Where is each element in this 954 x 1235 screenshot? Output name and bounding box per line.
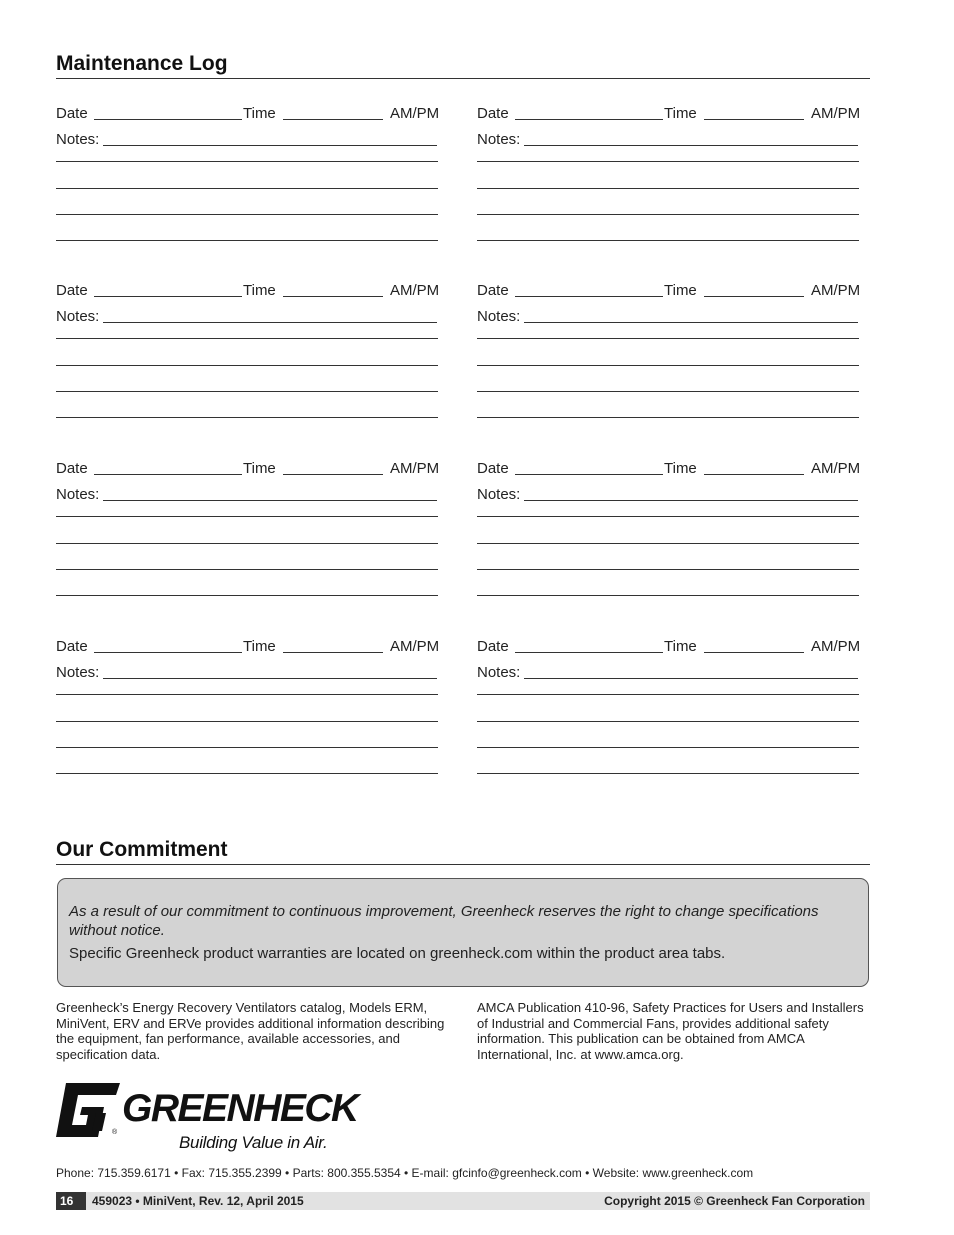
notes-line[interactable] [56, 721, 438, 722]
date-label: Date [477, 460, 509, 477]
notes-label: Notes: [56, 131, 100, 148]
greenheck-logo [56, 1083, 358, 1155]
date-label: Date [477, 105, 509, 122]
catalog-reference-text: Greenheck’s Energy Recovery Ventilators catalog, Models ERM, MiniVent, ERV and ERVe provides additional information describing the equipment, fan performance, available accessories, and specification data. [56, 1000, 445, 1062]
notes-label: Notes: [477, 308, 521, 325]
notes-line[interactable] [477, 365, 859, 366]
notes-field[interactable] [524, 322, 858, 323]
notes-field[interactable] [524, 145, 858, 146]
notes-label: Notes: [477, 664, 521, 681]
maintenance-log-title: Maintenance Log [56, 52, 870, 79]
notes-field[interactable] [524, 678, 858, 679]
notes-line[interactable] [477, 721, 859, 722]
log-entry-6 [477, 459, 865, 619]
date-field[interactable] [515, 474, 663, 475]
notes-line[interactable] [56, 773, 438, 774]
ampm-label: AM/PM [390, 638, 440, 655]
notes-line[interactable] [56, 188, 438, 189]
time-label: Time [664, 105, 697, 122]
notes-line[interactable] [477, 747, 859, 748]
date-field[interactable] [94, 652, 242, 653]
notes-line[interactable] [477, 569, 859, 570]
log-entry-2 [477, 104, 865, 264]
notes-line[interactable] [56, 417, 438, 418]
notes-label: Notes: [477, 131, 521, 148]
document-id: 459023 • MiniVent, Rev. 12, April 2015 [92, 1194, 304, 1208]
date-field[interactable] [515, 652, 663, 653]
log-entry-1 [56, 104, 444, 264]
notes-line[interactable] [477, 214, 859, 215]
notes-line[interactable] [56, 569, 438, 570]
notes-line[interactable] [56, 543, 438, 544]
ampm-label: AM/PM [390, 105, 440, 122]
date-field[interactable] [94, 474, 242, 475]
time-label: Time [243, 460, 276, 477]
notes-line[interactable] [56, 694, 438, 695]
notes-line[interactable] [56, 595, 438, 596]
time-label: Time [664, 460, 697, 477]
commitment-title: Our Commitment [56, 838, 870, 865]
notes-field[interactable] [103, 500, 437, 501]
greenheck-logo-mark-icon [56, 1083, 120, 1137]
warranty-text: Specific Greenheck product warranties are located on greenheck.com within the product area tabs. [69, 945, 726, 962]
notes-field[interactable] [103, 322, 437, 323]
notes-line[interactable] [56, 516, 438, 517]
time-field[interactable] [704, 296, 804, 297]
log-entry-8 [477, 637, 865, 797]
logo-tagline: Building Value in Air. [179, 1133, 328, 1152]
notes-line[interactable] [56, 747, 438, 748]
notes-line[interactable] [477, 773, 859, 774]
date-label: Date [56, 105, 88, 122]
time-field[interactable] [704, 652, 804, 653]
log-entry-4 [477, 281, 865, 441]
date-label: Date [56, 460, 88, 477]
time-field[interactable] [283, 119, 383, 120]
notes-line[interactable] [56, 365, 438, 366]
date-field[interactable] [515, 296, 663, 297]
notes-label: Notes: [477, 486, 521, 503]
date-field[interactable] [94, 296, 242, 297]
notes-label: Notes: [56, 664, 100, 681]
date-label: Date [56, 282, 88, 299]
time-field[interactable] [704, 119, 804, 120]
ampm-label: AM/PM [811, 105, 861, 122]
notes-line[interactable] [477, 543, 859, 544]
notes-label: Notes: [56, 308, 100, 325]
time-label: Time [664, 282, 697, 299]
footer-bar [56, 1192, 870, 1210]
notes-line[interactable] [56, 161, 438, 162]
notes-field[interactable] [103, 678, 437, 679]
log-entry-7 [56, 637, 444, 797]
time-field[interactable] [283, 474, 383, 475]
commitment-box [57, 878, 869, 987]
date-field[interactable] [515, 119, 663, 120]
notes-line[interactable] [477, 188, 859, 189]
notes-line[interactable] [477, 595, 859, 596]
time-label: Time [243, 638, 276, 655]
date-label: Date [477, 638, 509, 655]
log-entry-3 [56, 281, 444, 441]
notes-line[interactable] [56, 240, 438, 241]
notes-line[interactable] [477, 694, 859, 695]
date-field[interactable] [94, 119, 242, 120]
copyright-text: Copyright 2015 © Greenheck Fan Corporation [604, 1194, 865, 1208]
date-label: Date [477, 282, 509, 299]
notes-line[interactable] [477, 417, 859, 418]
notes-label: Notes: [56, 486, 100, 503]
time-field[interactable] [283, 296, 383, 297]
time-field[interactable] [704, 474, 804, 475]
ampm-label: AM/PM [390, 460, 440, 477]
ampm-label: AM/PM [811, 638, 861, 655]
notes-line[interactable] [477, 240, 859, 241]
ampm-label: AM/PM [390, 282, 440, 299]
time-field[interactable] [283, 652, 383, 653]
notes-line[interactable] [56, 214, 438, 215]
ampm-label: AM/PM [811, 282, 861, 299]
logo-wordmark: GREENHECK [122, 1087, 358, 1130]
log-entry-5 [56, 459, 444, 619]
date-label: Date [56, 638, 88, 655]
commitment-italic-text: As a result of our commitment to continuous improvement, Greenheck reserves the right to change specifications without notice. [69, 903, 819, 939]
time-label: Time [664, 638, 697, 655]
notes-line[interactable] [477, 391, 859, 392]
time-label: Time [243, 105, 276, 122]
notes-line[interactable] [56, 391, 438, 392]
notes-line[interactable] [56, 338, 438, 339]
notes-field[interactable] [103, 145, 437, 146]
amca-reference-text: AMCA Publication 410-96, Safety Practices for Users and Installers of Industrial and Commercial Fans, provides additional safety information. This publication can be obtained from AMCA International, Inc. at www.amca.org. [477, 1000, 864, 1062]
ampm-label: AM/PM [811, 460, 861, 477]
notes-line[interactable] [477, 338, 859, 339]
registered-mark: ® [112, 1129, 118, 1136]
notes-field[interactable] [524, 500, 858, 501]
time-label: Time [243, 282, 276, 299]
notes-line[interactable] [477, 516, 859, 517]
notes-line[interactable] [477, 161, 859, 162]
contact-info: Phone: 715.359.6171 • Fax: 715.355.2399 • Parts: 800.355.5354 • E-mail: gfcinfo@greenheck.com • Website: www.greenheck.com [56, 1166, 754, 1180]
page-number: 16 [56, 1192, 86, 1210]
